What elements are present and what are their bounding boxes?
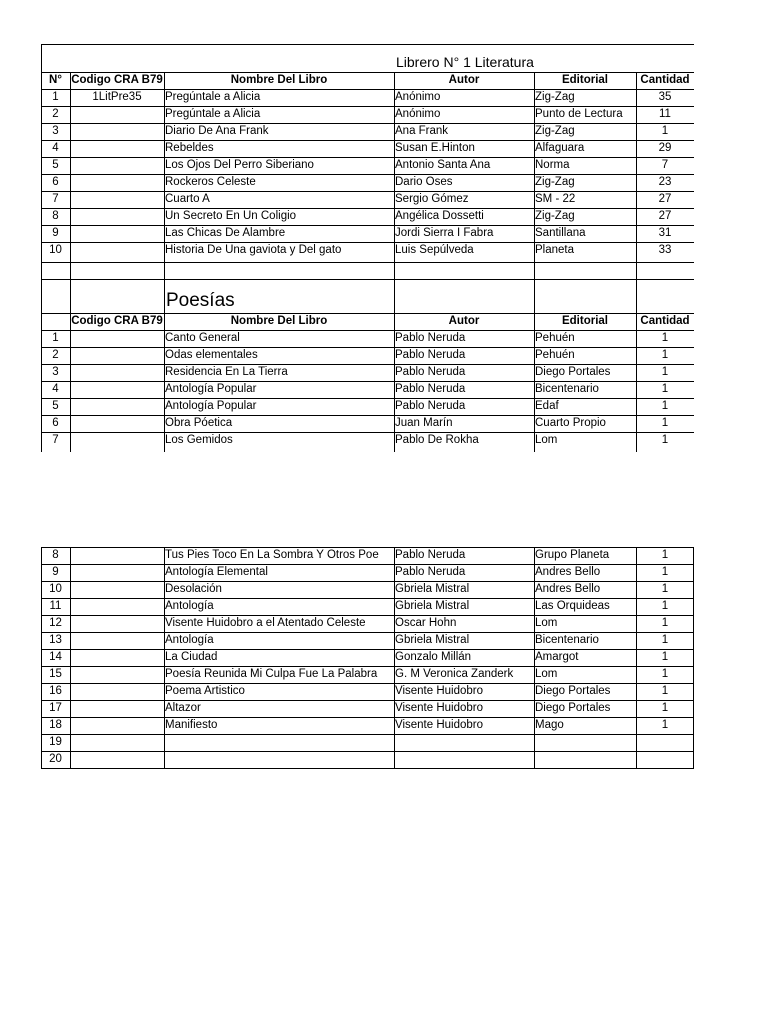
cell-number: 14 (49, 651, 62, 663)
table-row (41, 364, 694, 381)
header-title: Nombre Del Libro (230, 74, 328, 86)
cell-number: 9 (52, 566, 59, 578)
cell-number: 16 (49, 685, 62, 697)
cell-code (70, 123, 164, 140)
cell-number: 6 (52, 417, 59, 429)
cell-quantity (636, 734, 694, 751)
cell-quantity: 1 (661, 125, 669, 137)
cell-quantity: 1 (661, 549, 669, 561)
cell-number: 19 (49, 736, 62, 748)
cell-quantity: 11 (659, 108, 671, 120)
header-author: Autor (448, 74, 480, 86)
cell-title: Odas elementales (165, 349, 258, 361)
cell-publisher: Lom (535, 434, 558, 446)
cell-number: 3 (52, 125, 59, 137)
cell-title: Pregúntale a Alicia (165, 108, 261, 120)
cell-title: Pregúntale a Alicia (165, 91, 261, 103)
cell-publisher: Amargot (535, 651, 579, 663)
cell-code (70, 666, 164, 683)
cell-code (70, 700, 164, 717)
cell-quantity: 1 (661, 349, 669, 361)
cell-author (394, 751, 534, 768)
cell-author: Gbriela Mistral (395, 634, 470, 646)
cell-code (70, 564, 164, 581)
cell-publisher: Zig-Zag (535, 210, 575, 222)
cell-author: Angélica Dossetti (395, 210, 484, 222)
cell-author: Antonio Santa Ana (395, 159, 491, 171)
cell-publisher: Punto de Lectura (535, 108, 623, 120)
cell-publisher: Cuarto Propio (535, 417, 606, 429)
cell-code (70, 191, 164, 208)
cell-publisher (534, 751, 636, 768)
table-row (41, 432, 694, 449)
cell-title: Tus Pies Toco En La Sombra Y Otros Poe (165, 549, 379, 561)
cell-quantity: 23 (658, 176, 672, 188)
table-row (41, 330, 694, 347)
gridline (41, 768, 694, 769)
cell-author: Sergio Gómez (395, 193, 469, 205)
cell-quantity: 1 (661, 400, 669, 412)
cell-title: Manifiesto (165, 719, 218, 731)
cell-title: Antología Elemental (165, 566, 268, 578)
cell-publisher: Zig-Zag (535, 91, 575, 103)
cell-quantity: 1 (661, 566, 669, 578)
cell-quantity: 27 (658, 193, 672, 205)
cell-publisher: Andres Bello (535, 566, 601, 578)
cell-title: Altazor (165, 702, 201, 714)
cell-code (70, 330, 164, 347)
table-row (41, 208, 694, 225)
cell-code (70, 347, 164, 364)
table-row (41, 700, 694, 717)
cell-code (70, 432, 164, 449)
cell-quantity: 1 (661, 634, 669, 646)
spreadsheet-page-2 (41, 547, 694, 771)
cell-number: 4 (52, 142, 59, 154)
cell-publisher: Lom (535, 617, 558, 629)
table-row (41, 632, 694, 649)
cell-title: Canto General (165, 332, 240, 344)
cell-title: Las Chicas De Alambre (165, 227, 286, 239)
table-row (41, 615, 694, 632)
cell-title: Rockeros Celeste (165, 176, 256, 188)
cell-author: Susan E.Hinton (395, 142, 475, 154)
cell-number: 2 (52, 108, 59, 120)
cell-quantity: 35 (658, 91, 672, 103)
cell-publisher: Planeta (535, 244, 575, 256)
cell-publisher: Mago (535, 719, 564, 731)
cell-quantity: 27 (658, 210, 672, 222)
cell-publisher: Las Orquideas (535, 600, 610, 612)
table-row (41, 415, 694, 432)
table-row (41, 398, 694, 415)
cell-number: 10 (49, 583, 62, 595)
cell-quantity: 1 (661, 417, 669, 429)
cell-author: Pablo Neruda (395, 332, 466, 344)
cell-publisher: Zig-Zag (535, 125, 575, 137)
cell-number: 13 (49, 634, 62, 646)
cell-publisher: Andres Bello (535, 583, 601, 595)
cell-author: Oscar Hohn (395, 617, 457, 629)
cell-publisher: Bicentenario (535, 634, 599, 646)
cell-author: Gonzalo Millán (395, 651, 472, 663)
cell-code (70, 140, 164, 157)
table-row (41, 683, 694, 700)
cell-publisher: Alfaguara (535, 142, 585, 154)
cell-publisher: Pehuén (535, 332, 575, 344)
cell-number: 17 (49, 702, 62, 714)
cell-publisher (534, 734, 636, 751)
cell-code (70, 242, 164, 259)
cell-publisher: Diego Portales (535, 702, 611, 714)
cell-code (70, 547, 164, 564)
cell-author: Pablo Neruda (395, 383, 466, 395)
cell-title: Rebeldes (165, 142, 214, 154)
cell-code (70, 717, 164, 734)
cell-code (70, 415, 164, 432)
cell-author: Luis Sepúlveda (395, 244, 474, 256)
table-row (41, 381, 694, 398)
cell-title: Los Ojos Del Perro Siberiano (165, 159, 314, 171)
cell-code (70, 683, 164, 700)
cell-title: Los Gemidos (165, 434, 233, 446)
cell-title: Antología (165, 634, 214, 646)
cell-code (70, 632, 164, 649)
cell-number: 8 (52, 210, 59, 222)
cell-publisher: Grupo Planeta (535, 549, 610, 561)
header-publisher: Editorial (561, 315, 608, 327)
cell-number: 11 (49, 600, 62, 612)
cell-quantity: 1 (661, 668, 669, 680)
gridline (41, 44, 694, 45)
cell-title: Desolación (165, 583, 222, 595)
cell-quantity: 7 (661, 159, 669, 171)
cell-publisher: Santillana (535, 227, 586, 239)
cell-quantity: 1 (661, 719, 669, 731)
cell-code (70, 225, 164, 242)
cell-author: G. M Veronica Zanderk (395, 668, 514, 680)
cell-quantity: 1 (661, 702, 669, 714)
cell-author: Gbriela Mistral (395, 583, 470, 595)
cell-number: 9 (52, 227, 59, 239)
table-row (41, 547, 694, 564)
cell-number: 15 (49, 668, 62, 680)
cell-quantity: 1 (661, 685, 669, 697)
cell-author: Ana Frank (395, 125, 449, 137)
table-row (41, 649, 694, 666)
table-row (41, 106, 694, 123)
cell-number: 10 (49, 244, 62, 256)
cell-publisher: Diego Portales (535, 685, 611, 697)
header-code: Codigo CRA B79 (71, 74, 163, 86)
cell-quantity: 1 (661, 366, 669, 378)
cell-quantity: 1 (661, 583, 669, 595)
cell-code (70, 649, 164, 666)
cell-quantity: 1 (661, 600, 669, 612)
table-row (41, 598, 694, 615)
table-row (41, 347, 694, 364)
cell-code (70, 581, 164, 598)
literature-title: Librero N° 1 Literatura (396, 54, 534, 70)
cell-code (70, 208, 164, 225)
header-number: N° (49, 74, 62, 86)
cell-code (70, 106, 164, 123)
table-row (41, 157, 694, 174)
cell-author: Pablo Neruda (395, 549, 466, 561)
table-row (41, 225, 694, 242)
cell-number: 18 (49, 719, 62, 731)
header-author: Autor (448, 315, 480, 327)
literature-header-row (41, 72, 694, 89)
table-row (41, 174, 694, 191)
cell-title: Historia De Una gaviota y Del gato (165, 244, 342, 256)
cell-title: Antología (165, 600, 214, 612)
header-title: Nombre Del Libro (230, 315, 328, 327)
cell-number: 12 (49, 617, 62, 629)
cell-title (164, 751, 394, 768)
cell-title: Poesía Reunida Mi Culpa Fue La Palabra (165, 668, 378, 680)
gridline (41, 279, 694, 280)
cell-title: Un Secreto En Un Coligio (165, 210, 297, 222)
cell-number: 2 (52, 349, 59, 361)
table-row (41, 242, 694, 259)
cell-title: Obra Póetica (165, 417, 233, 429)
cell-publisher: Bicentenario (535, 383, 599, 395)
cell-title: Visente Huidobro a el Atentado Celeste (165, 617, 366, 629)
cell-publisher: Zig-Zag (535, 176, 575, 188)
header-code: Codigo CRA B79 (71, 315, 163, 327)
table-row (41, 581, 694, 598)
cell-number: 6 (52, 176, 59, 188)
cell-quantity: 31 (658, 227, 672, 239)
cell-author: Dario Oses (395, 176, 453, 188)
poetry-header-row (41, 313, 694, 330)
cell-publisher: Lom (535, 668, 558, 680)
table-row (41, 564, 694, 581)
cell-title: Residencia En La Tierra (165, 366, 288, 378)
cell-number: 7 (52, 434, 59, 446)
table-row (41, 89, 694, 106)
cell-quantity: 1 (661, 434, 669, 446)
poetry-title: Poesías (166, 290, 235, 311)
table-row (41, 666, 694, 683)
table-row (41, 717, 694, 734)
cell-publisher: Norma (535, 159, 570, 171)
cell-quantity: 1 (661, 617, 669, 629)
cell-number: 5 (52, 159, 59, 171)
cell-quantity (636, 751, 694, 768)
cell-author: Pablo Neruda (395, 349, 466, 361)
cell-title (164, 734, 394, 751)
cell-author: Anónimo (395, 91, 441, 103)
cell-code (70, 598, 164, 615)
cell-publisher: Edaf (535, 400, 559, 412)
cell-quantity: 1 (661, 383, 669, 395)
cell-author: Jordi Sierra I Fabra (395, 227, 494, 239)
header-quantity: Cantidad (640, 74, 690, 86)
cell-number: 3 (52, 366, 59, 378)
header-publisher: Editorial (561, 74, 608, 86)
cell-code (70, 751, 164, 768)
cell-author (394, 734, 534, 751)
cell-number: 4 (52, 383, 59, 395)
cell-code (70, 364, 164, 381)
cell-number: 1 (52, 332, 59, 344)
cell-number: 5 (52, 400, 59, 412)
cell-title: Diario De Ana Frank (165, 125, 269, 137)
cell-author: Visente Huidobro (395, 685, 484, 697)
cell-quantity: 33 (658, 244, 672, 256)
cell-author: Pablo De Rokha (395, 434, 479, 446)
cell-title: La Ciudad (165, 651, 218, 663)
table-row (41, 140, 694, 157)
cell-quantity: 29 (658, 142, 672, 154)
cell-code (70, 157, 164, 174)
cell-author: Visente Huidobro (395, 719, 484, 731)
cell-quantity: 1 (661, 332, 669, 344)
header-quantity: Cantidad (640, 315, 690, 327)
cell-quantity: 1 (661, 651, 669, 663)
cell-title: Antología Popular (165, 383, 257, 395)
cell-title: Cuarto A (165, 193, 210, 205)
cell-code (70, 381, 164, 398)
header-number (41, 313, 70, 330)
cell-publisher: SM - 22 (535, 193, 576, 205)
cell-publisher: Diego Portales (535, 366, 611, 378)
cell-author: Gbriela Mistral (395, 600, 470, 612)
cell-author: Anónimo (395, 108, 441, 120)
table-row (41, 734, 694, 751)
table-row (41, 191, 694, 208)
cell-code: 1LitPre35 (92, 91, 142, 103)
cell-number: 7 (52, 193, 59, 205)
cell-author: Pablo Neruda (395, 366, 466, 378)
cell-publisher: Pehuén (535, 349, 575, 361)
cell-code (70, 174, 164, 191)
cell-code (70, 734, 164, 751)
cell-code (70, 615, 164, 632)
spreadsheet-page-1 (41, 44, 694, 452)
cell-author: Pablo Neruda (395, 400, 466, 412)
table-row (41, 123, 694, 140)
cell-code (70, 398, 164, 415)
cell-title: Antología Popular (165, 400, 257, 412)
gridline (41, 262, 694, 263)
cell-number: 20 (49, 753, 62, 765)
cell-author: Juan Marín (395, 417, 453, 429)
table-row (41, 751, 694, 768)
cell-number: 1 (52, 91, 59, 103)
cell-number: 8 (52, 549, 59, 561)
cell-title: Poema Artistico (165, 685, 245, 697)
cell-author: Visente Huidobro (395, 702, 484, 714)
cell-author: Pablo Neruda (395, 566, 466, 578)
